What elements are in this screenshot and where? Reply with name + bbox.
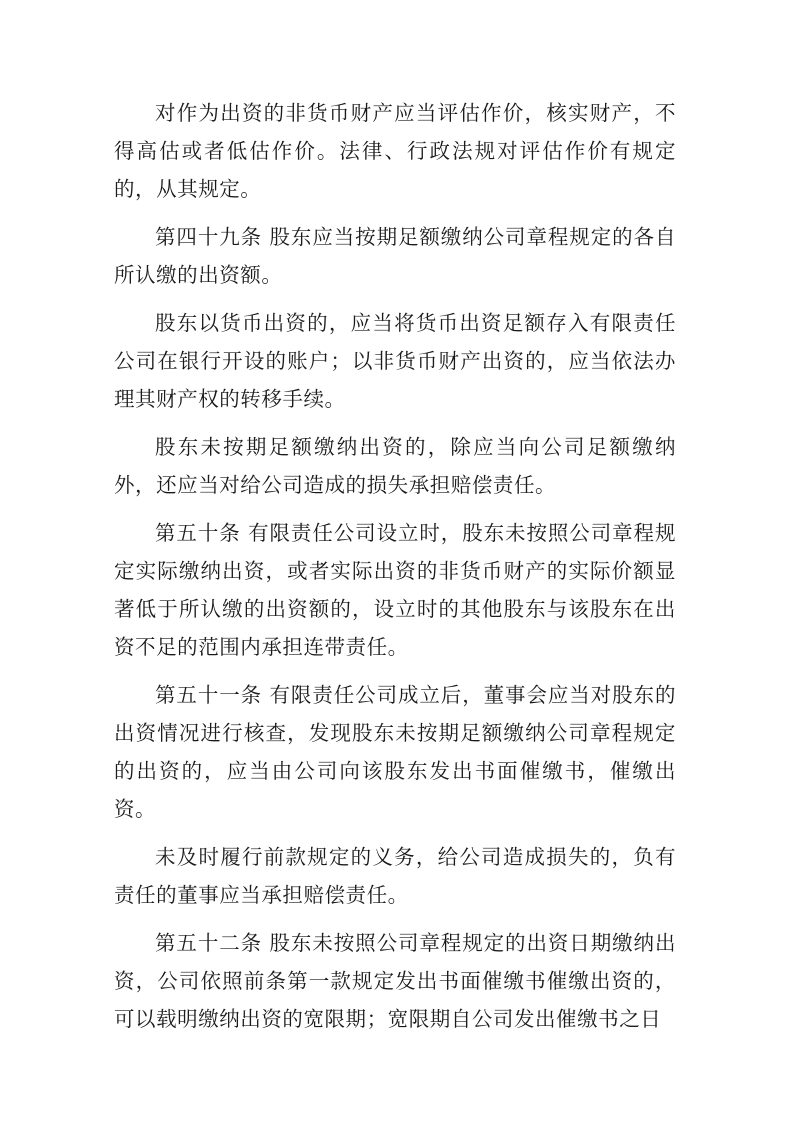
paragraph-article-51: 第五十一条 有限责任公司成立后，董事会应当对股东的出资情况进行核查，发现股东未按期足额缴纳公司章程规定的出资的，应当由公司向该股东发出书面催缴书，催缴出资。 xyxy=(114,683,676,821)
document-page xyxy=(114,94,676,1048)
paragraph-article-52: 第五十二条 股东未按照公司章程规定的出资日期缴纳出资，公司依照前条第一款规定发出书面催缴书催缴出资的，可以载明缴纳出资的宽限期；宽限期自公司发出催缴书之日 xyxy=(114,931,676,1031)
paragraph-unpaid-liability: 股东未按期足额缴纳出资的，除应当向公司足额缴纳外，还应当对给公司造成的损失承担赔偿责任。 xyxy=(114,435,676,497)
paragraph-article-50: 第五十条 有限责任公司设立时，股东未按照公司章程规定实际缴纳出资，或者实际出资的非货币财产的实际价额显著低于所认缴的出资额的，设立时的其他股东与该股东在出资不足的范围内承担连带责任。 xyxy=(114,521,676,659)
paragraph-valuation: 对作为出资的非货币财产应当评估作价，核实财产，不得高估或者低估作价。法律、行政法规对评估作价有规定的，从其规定。 xyxy=(114,101,676,201)
paragraph-article-49: 第四十九条 股东应当按期足额缴纳公司章程规定的各自所认缴的出资额。 xyxy=(114,225,676,287)
paragraph-director-liability: 未及时履行前款规定的义务，给公司造成损失的，负有责任的董事应当承担赔偿责任。 xyxy=(114,845,676,907)
paragraph-currency-contribution: 股东以货币出资的，应当将货币出资足额存入有限责任公司在银行开设的账户；以非货币财产出资的，应当依法办理其财产权的转移手续。 xyxy=(114,311,676,411)
